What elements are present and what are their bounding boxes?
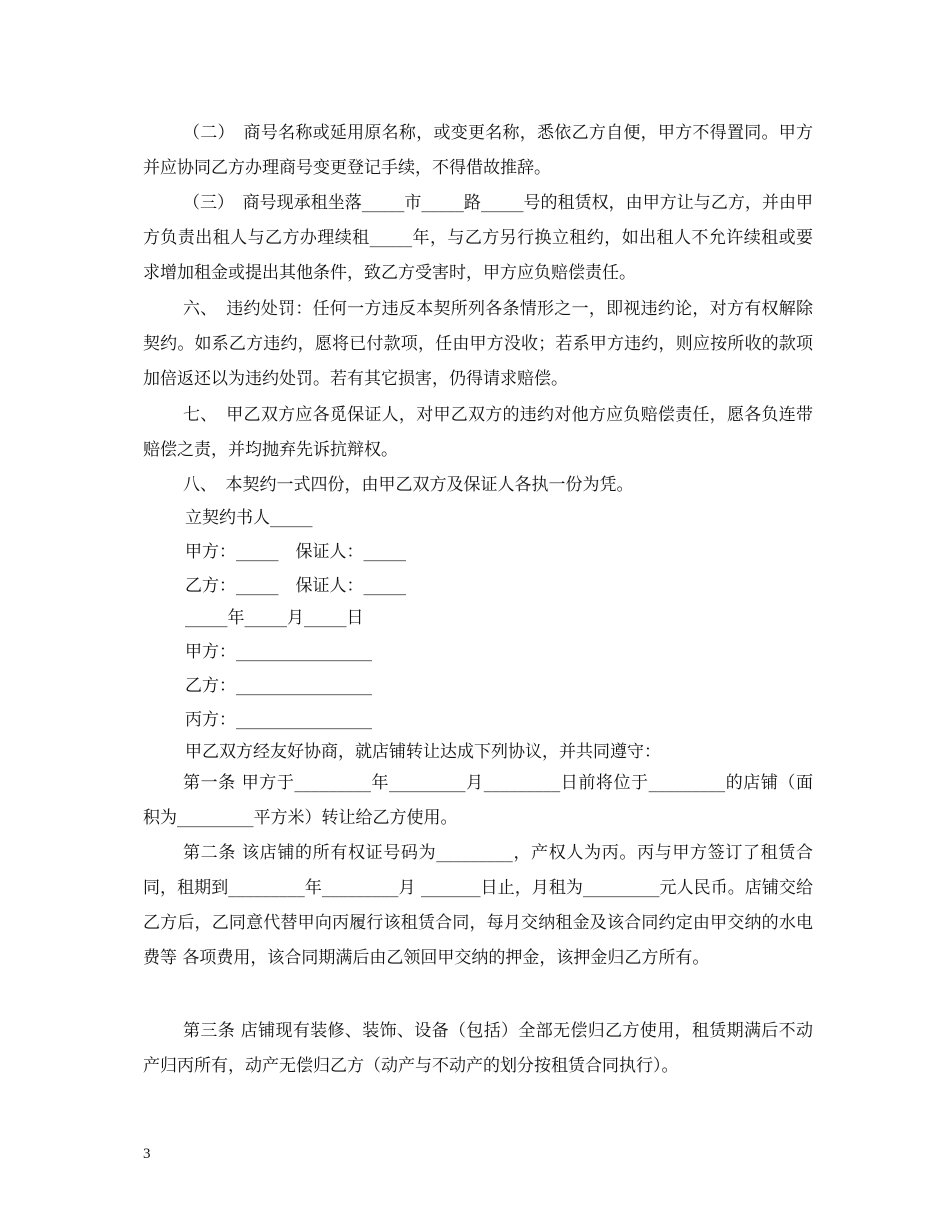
article-3: 第三条 店铺现有装修、装饰、设备（包括）全部无偿归乙方使用，租赁期满后不动产归丙所有，动产无偿归乙方（动产与不动产的划分按租赁合同执行）。 <box>143 1021 813 1076</box>
signature-party-a: 甲方：_____ 保证人：_____ <box>185 542 406 562</box>
signature-party-b: 乙方：_____ 保证人：_____ <box>185 576 406 596</box>
paragraph-item-6: 六、 违约处罚：任何一方违反本契所列各条情形之一，即视违约论，对方有权解除契约。如系乙方违约，愿将已付款项，任由甲方没收；若系甲方违约，则应按所收的款项加倍返还以为违约处罚。若有其它损害，仍得请求赔偿。 <box>143 299 813 389</box>
party-bing-line: 丙方：________________ <box>185 710 372 730</box>
paragraph-item-8: 八、 本契约一式四份，由甲乙双方及保证人各执一份为凭。 <box>183 475 634 495</box>
paragraph-section-2: （二） 商号名称或延用原名称，或变更名称，悉依乙方自便，甲方不得置同。甲方并应协同乙方办理商号变更登记手续，不得借故推辞。 <box>143 123 813 178</box>
paragraph-section-3: （三） 商号现承租坐落_____市_____路_____号的租赁权，由甲方让与乙方，并由甲方负责出租人与乙方办理续租_____年，与乙方另行换立租约，如出租人不允许续租或要求增加租金或提出其他条件，致乙方受害时，甲方应负赔偿责任。 <box>143 193 813 283</box>
signature-date: _____年_____月_____日 <box>185 608 364 628</box>
article-2: 第二条 该店铺的所有权证号码为_________，产权人为丙。丙与甲方签订了租赁合同，租期到_________年_________月 _______日止，月租为_________元人民币。店铺交给乙方后，乙同意代替甲向丙履行该租赁合同，每月交纳租金及该合同约定由甲交纳的水电费等 各项费用，该合同期满后由乙领回甲交纳的押金，该押金归乙方所有。 <box>143 843 813 968</box>
paragraph-item-7: 七、 甲乙双方应各觅保证人，对甲乙双方的违约对他方应负赔偿责任，愿各负连带赔偿之责，并均抛弃先诉抗辩权。 <box>143 405 813 460</box>
transfer-intro: 甲乙双方经友好协商，就店铺转让达成下列协议，并共同遵守： <box>185 742 661 762</box>
page-number: 3 <box>143 1146 151 1162</box>
party-yi-line: 乙方：________________ <box>185 676 372 696</box>
article-1: 第一条 甲方于_________年_________月_________日前将位于_________的店铺（面积为_________平方米）转让给乙方使用。 <box>143 773 813 828</box>
party-jia-line: 甲方：________________ <box>185 642 372 662</box>
signatories-title: 立契约书人_____ <box>185 508 313 528</box>
